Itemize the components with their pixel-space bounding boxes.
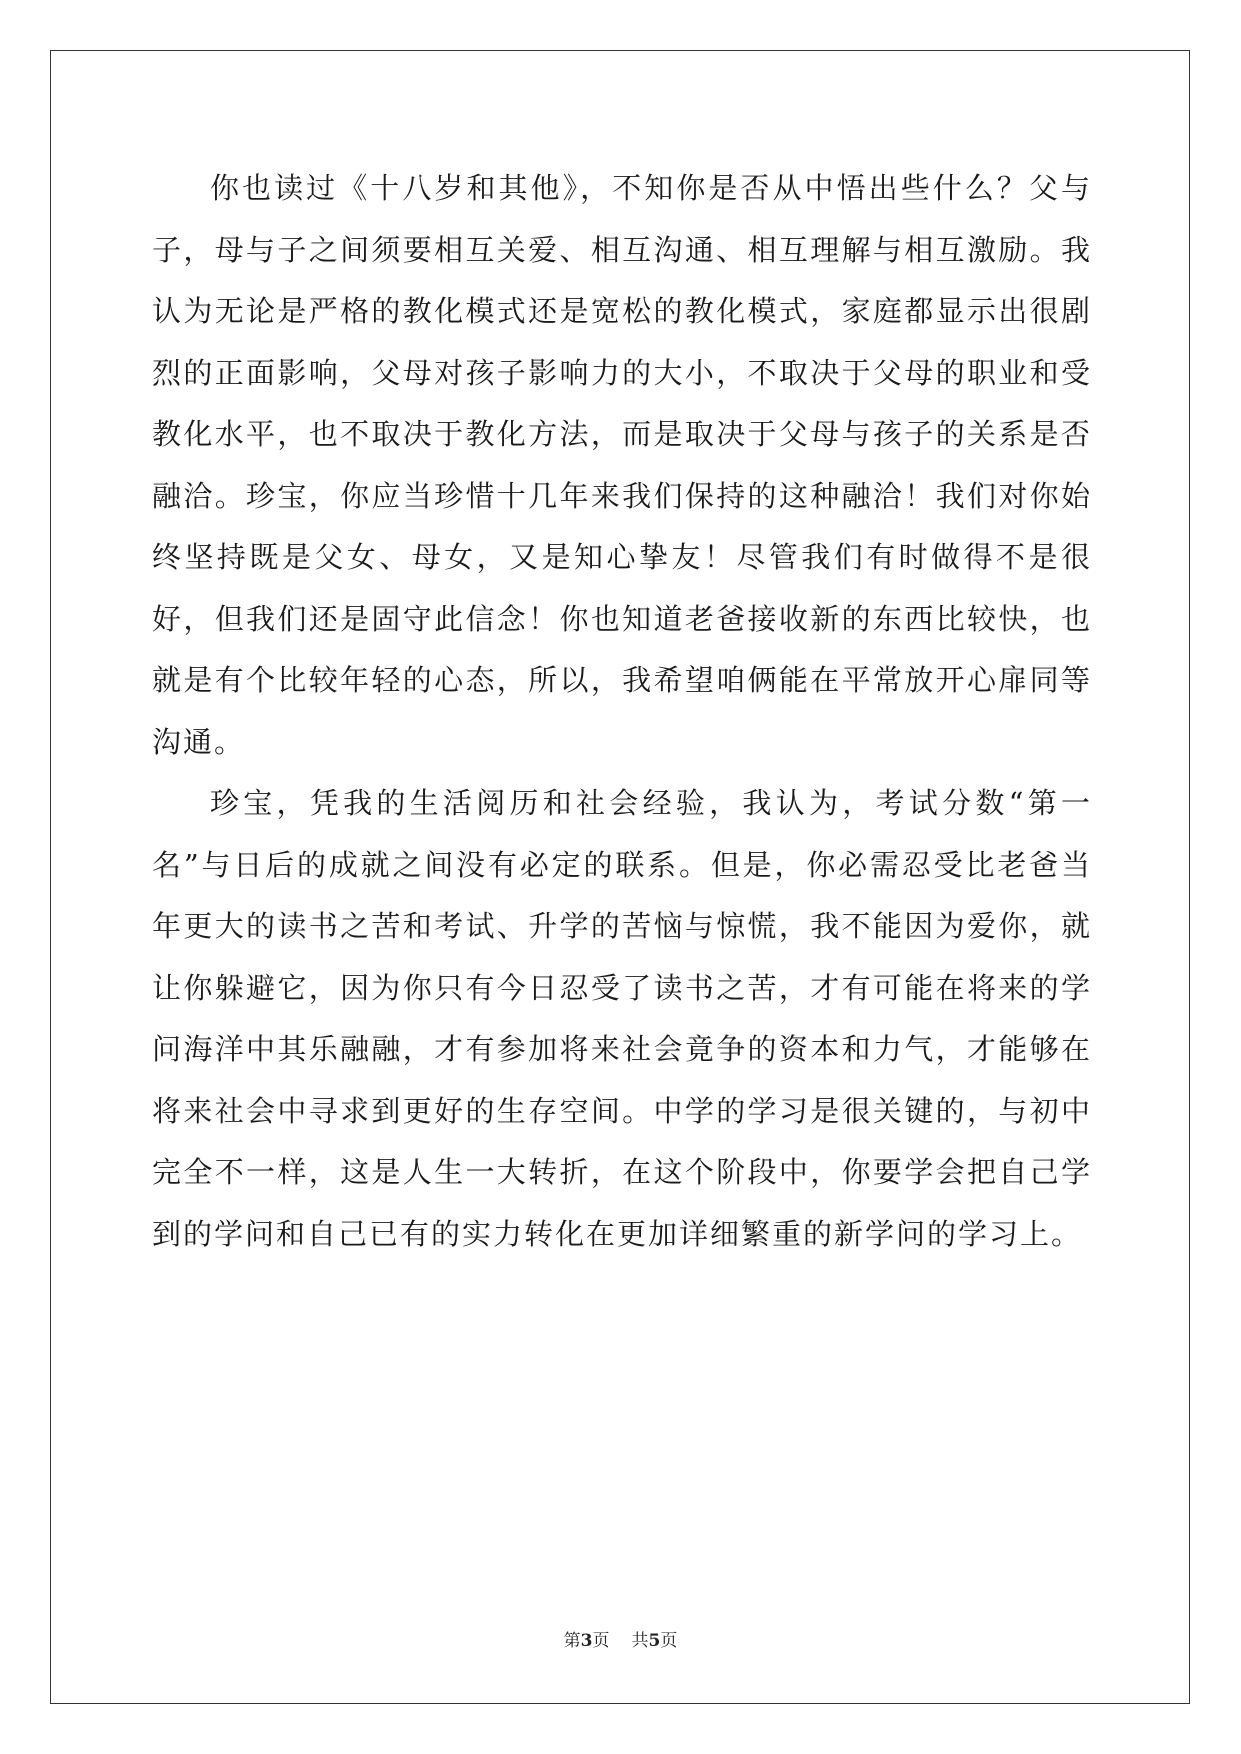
paragraph-1: 你也读过《十八岁和其他》，不知你是否从中悟出些什么？父与子，母与子之间须要相互关爱、相互沟通、相互理解与相互激励。我认为无论是严格的教化模式还是宽松的教化模式，家庭都显示出很剧烈的正面影响，父母对孩子影响力的大小，不取决于父母的职业和受教化水平，也不取决于教化方法，而是取决于父母与孩子的关系是否融洽。珍宝，你应当珍惜十几年来我们保持的这种融洽！我们对你始终坚持既是父女、母女，又是知心挚友！尽管我们有时做得不是很好，但我们还是固守此信念！你也知道老爸接收新的东西比较快，也就是有个比较年轻的心态，所以，我希望咱俩能在平常放开心扉同等沟通。 bbox=[152, 171, 1092, 759]
page-suffix: 页 bbox=[592, 1631, 610, 1651]
total-pages: 5 bbox=[648, 1631, 661, 1651]
page-prefix: 第 bbox=[563, 1631, 581, 1651]
page-footer bbox=[0, 1626, 1241, 1651]
paragraph-2: 珍宝，凭我的生活阅历和社会经验，我认为，考试分数“第一名”与日后的成就之间没有必定的联系。但是，你必需忍受比老爸当年更大的读书之苦和考试、升学的苦恼与惊慌，我不能因为爱你，就让你躲避它，因为你只有今日忍受了读书之苦，才有可能在将来的学问海洋中其乐融融，才有参加将来社会竟争的资本和力气，才能够在将来社会中寻求到更好的生存空间。中学的学习是很关键的，与初中完全不一样，这是人生一大转折，在这个阶段中，你要学会把自己学到的学问和自己已有的实力转化在更加详细繁重的新学问的学习上。 bbox=[152, 786, 1092, 1251]
total-prefix: 共 bbox=[631, 1631, 649, 1651]
page-number: 3 bbox=[580, 1631, 593, 1651]
total-suffix: 页 bbox=[660, 1631, 678, 1651]
document-body bbox=[152, 158, 1092, 1265]
